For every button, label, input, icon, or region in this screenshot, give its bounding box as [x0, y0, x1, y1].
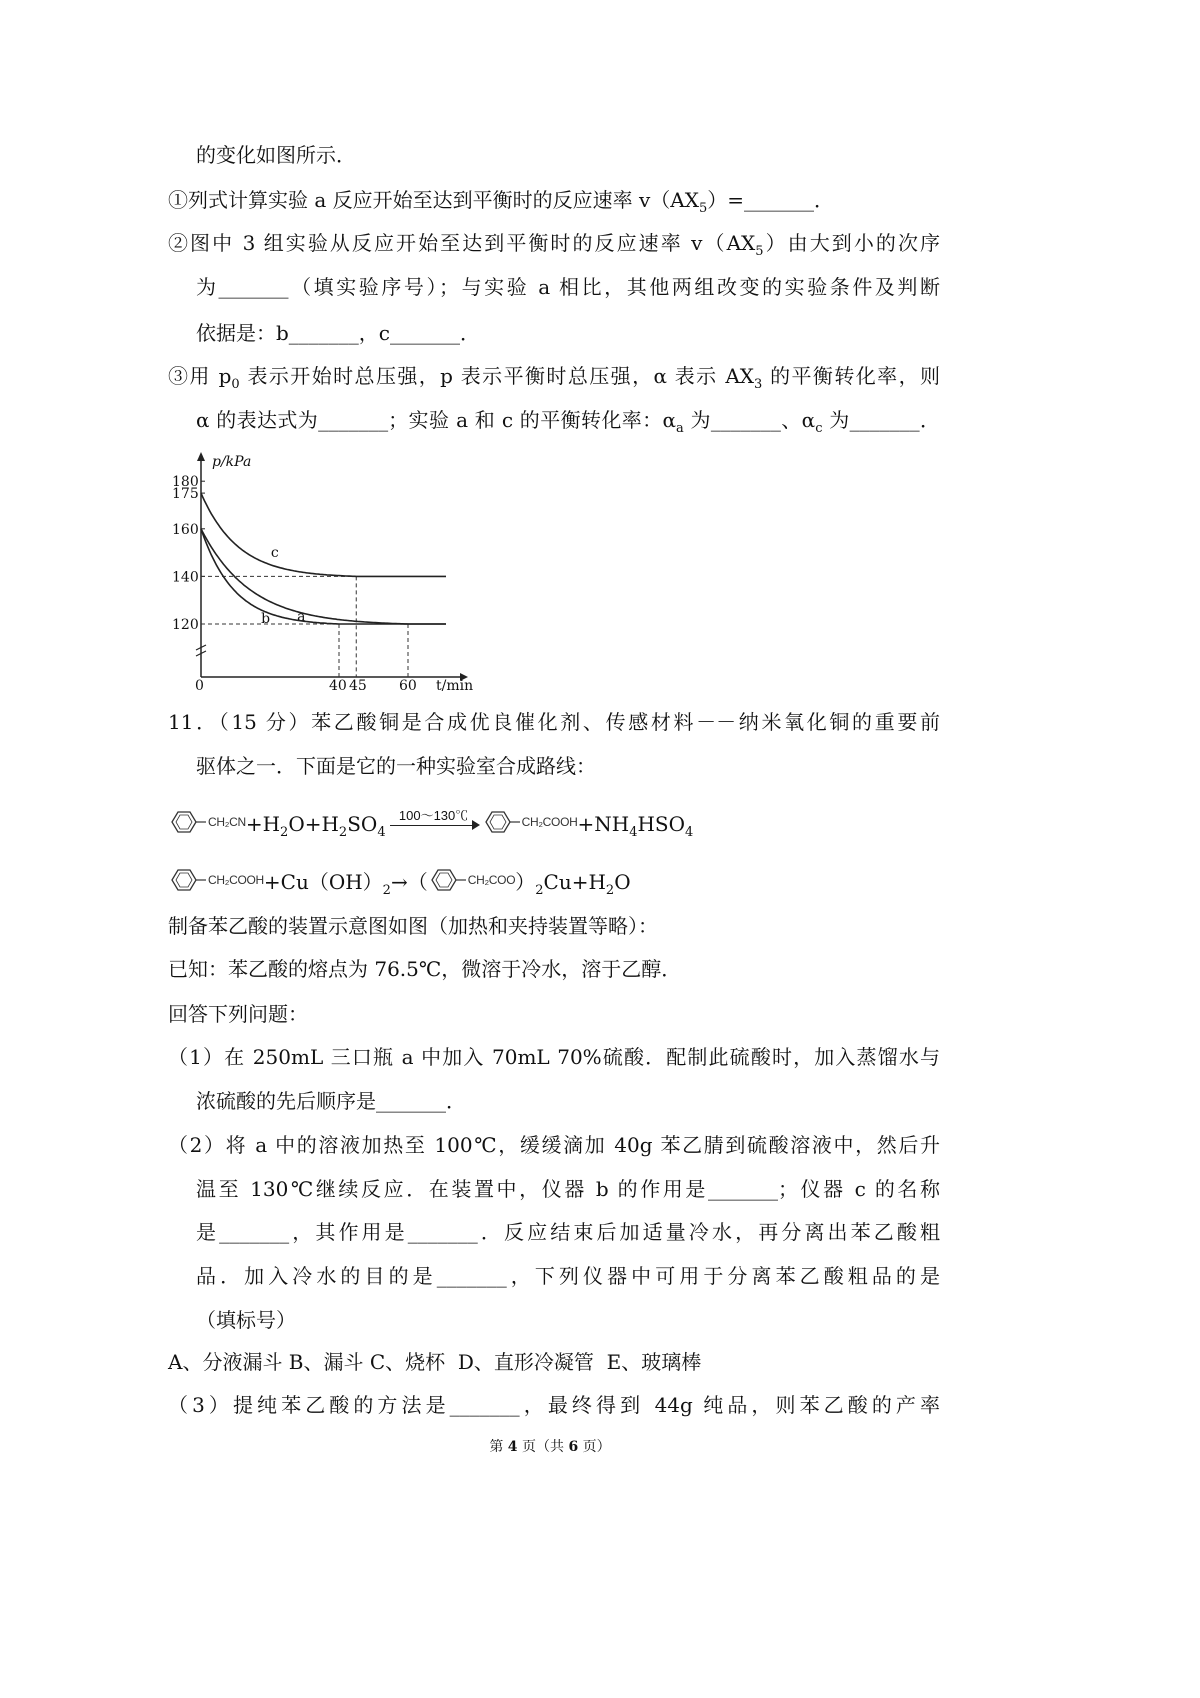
text-segment: 依据是：b_______，c_______． — [196, 321, 481, 345]
text-line — [168, 1391, 940, 1419]
benzene-ring-icon — [168, 809, 208, 842]
text-segment: 的平衡转化率，则 — [762, 364, 940, 388]
y-axis-label: p/kPa — [212, 454, 252, 470]
subscript: a — [676, 421, 684, 436]
footer-text: 页） — [578, 1439, 611, 1455]
footer-text: 第 — [489, 1439, 508, 1455]
text-segment: O+H — [288, 812, 339, 836]
text-segment: 11．（15 分）苯乙酸铜是合成优良催化剂、传感材料－－纳米氧化铜的重要前 — [168, 710, 940, 734]
subscript: 2 — [280, 825, 289, 840]
text-segment: O — [614, 870, 631, 894]
text-segment: ） — [515, 870, 536, 894]
subscript: 4 — [685, 825, 694, 840]
text-segment: ③用 p — [168, 364, 232, 388]
benzene-ring-icon — [168, 867, 208, 900]
y-tick-label: 160 — [172, 521, 199, 538]
text-line — [168, 1000, 308, 1028]
text-segment: （1）在 250mL 三口瓶 a 中加入 70mL 70%硫酸．配制此硫酸时，加入蒸馏水与 — [168, 1045, 940, 1069]
reaction-arrow — [388, 808, 480, 836]
x-tick-label: 40 — [329, 678, 347, 694]
subscript: 2 — [338, 825, 348, 840]
text-segment: HSO — [637, 812, 686, 836]
text-segment: →（ — [390, 870, 428, 894]
substituent-label: CH₂COOH — [208, 873, 264, 887]
subscript: 2 — [382, 883, 391, 898]
text-line — [168, 1043, 940, 1071]
subscript: 5 — [755, 244, 764, 259]
text-segment: ）由大到小的次序 — [763, 231, 941, 255]
x-axis-label: t/min — [436, 678, 474, 694]
subscript: 4 — [629, 825, 638, 840]
page-number: 4 — [507, 1439, 518, 1455]
subscript: 3 — [754, 377, 763, 392]
text-segment: A、分液漏斗 B、漏斗 C、烧杯 D、直形冷凝管 E、玻璃棒 — [168, 1350, 702, 1374]
text-line — [168, 808, 693, 847]
text-segment: （填标号） — [196, 1308, 296, 1332]
benzene-ring-icon — [482, 809, 522, 842]
page-total: 6 — [568, 1439, 579, 1455]
text-line — [168, 1348, 701, 1376]
substituent-label: CH₂COO — [467, 873, 516, 887]
text-segment: 为_______． — [822, 408, 940, 432]
text-segment: 温至 130℃继续反应．在装置中，仪器 b 的作用是_______；仪器 c 的名称 — [196, 1177, 940, 1201]
text-line — [196, 1306, 296, 1334]
text-segment: α 的表达式为_______；实验 a 和 c 的平衡转化率：α — [196, 408, 677, 432]
arrow-head-icon — [472, 820, 480, 830]
reaction-condition: 100～130℃ — [398, 808, 469, 823]
text-segment: 品．加入冷水的目的是_______，下列仪器中可用于分离苯乙酸粗品的是 — [196, 1264, 940, 1288]
text-segment: 为_______（填实验序号）；与实验 a 相比，其他两组改变的实验条件及判断 — [196, 275, 940, 299]
substituent-label: CH₂COOH — [521, 815, 578, 829]
x-tick-label: 60 — [399, 678, 417, 694]
text-segment: 驱体之一．下面是它的一种实验室合成路线： — [196, 754, 596, 778]
text-segment: ①列式计算实验 a 反应开始至达到平衡时的反应速率 v（AX — [168, 188, 699, 212]
text-segment: +Cu（OH） — [263, 870, 383, 894]
series-c-line — [201, 493, 446, 576]
text-segment: 是_______，其作用是_______．反应结束后加适量冷水，再分离出苯乙酸粗 — [196, 1220, 940, 1244]
text-segment: SO — [347, 812, 378, 836]
series-label: a — [297, 608, 306, 625]
text-segment: +H — [245, 812, 281, 836]
text-line — [168, 866, 631, 905]
text-segment: ②图中 3 组实验从反应开始至达到平衡时的反应速率 v（AX — [168, 231, 756, 255]
text-segment: Cu+H — [543, 870, 606, 894]
subscript: 2 — [535, 883, 544, 898]
footer-text: 页（共 — [517, 1439, 569, 1455]
text-line — [168, 708, 940, 736]
x-tick-label: 45 — [349, 678, 367, 694]
page-footer — [0, 1436, 1100, 1456]
text-segment: （3）提纯苯乙酸的方法是_______，最终得到 44g 纯品，则苯乙酸的产率 — [168, 1393, 940, 1417]
text-segment: （2）将 a 中的溶液加热至 100℃，缓缓滴加 40g 苯乙腈到硫酸溶液中，然后升 — [168, 1133, 940, 1157]
text-segment: 制备苯乙酸的装置示意图如图（加热和夹持装置等略）： — [168, 914, 658, 938]
text-segment: ）=_______． — [707, 188, 835, 212]
text-segment: 的变化如图所示． — [196, 143, 356, 167]
subscript: c — [815, 421, 823, 436]
text-segment: 为_______、α — [683, 408, 816, 432]
series-label: c — [270, 544, 279, 561]
y-axis-arrow-icon — [197, 452, 205, 461]
text-segment: 已知：苯乙酸的熔点为 76.5℃，微溶于冷水，溶于乙醇． — [168, 957, 682, 981]
arrow-shaft — [390, 825, 476, 826]
y-tick-label: 120 — [172, 617, 199, 633]
text-line — [196, 1175, 940, 1203]
text-line — [196, 1087, 466, 1115]
substituent-label: CH₂CN — [208, 815, 246, 829]
y-tick-label: 175 — [172, 486, 199, 503]
text-line — [168, 912, 658, 940]
y-tick-label: 180 — [172, 474, 199, 491]
subscript: 2 — [605, 883, 615, 898]
text-segment: 表示开始时总压强，p 表示平衡时总压强，α 表示 AX — [239, 364, 755, 388]
pressure-time-chart — [0, 0, 1200, 700]
y-tick-label: 140 — [172, 569, 199, 586]
benzene-ring-icon — [428, 867, 468, 900]
text-line — [196, 1218, 940, 1246]
text-segment: +NH — [577, 812, 630, 836]
text-segment: 回答下列问题： — [168, 1002, 308, 1026]
text-line — [196, 752, 596, 780]
subscript: 0 — [231, 377, 240, 392]
series-label: b — [261, 610, 271, 627]
text-line — [168, 955, 681, 983]
text-line — [168, 1131, 940, 1159]
x-tick-label: 0 — [195, 678, 204, 694]
subscript: 5 — [698, 201, 708, 216]
subscript: 4 — [377, 825, 386, 840]
text-line — [196, 1262, 940, 1290]
text-segment: 浓硫酸的先后顺序是_______． — [196, 1089, 466, 1113]
